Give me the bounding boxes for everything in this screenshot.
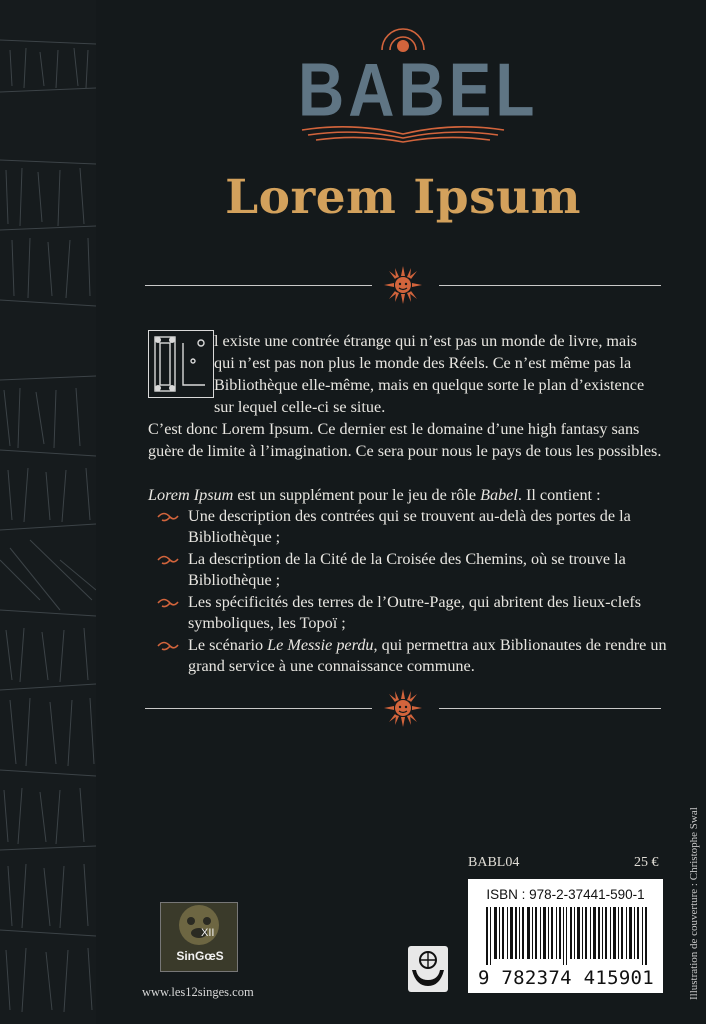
bottom-divider xyxy=(145,688,661,728)
publisher-website[interactable]: www.les12singes.com xyxy=(142,985,254,999)
list-item-prefix: Le scénario xyxy=(188,636,268,654)
game-name: Babel xyxy=(480,486,518,504)
open-book-icon xyxy=(298,124,508,144)
supplement-title: Lorem Ipsum xyxy=(148,486,234,504)
list-item-text: Les spécificités des terres de l’Outre-Page, qui abritent des lieux-clefs symboliques, les Topoï ; xyxy=(188,593,642,632)
supplement-intro xyxy=(148,484,668,506)
list-item-suffix: , qui permettra aux Biblionautes de rendre un grand service à une connaissance commune. xyxy=(188,636,667,675)
intro-line-4: sur lequel celle-ci se situe. xyxy=(214,398,386,416)
supplement-text: est un supplément pour le jeu de rôle xyxy=(233,486,481,504)
list-item xyxy=(148,549,668,591)
contents-list xyxy=(148,506,668,677)
barcode xyxy=(468,879,663,993)
barcode-digits: 9 782374 415901 xyxy=(477,967,655,989)
list-item xyxy=(148,592,668,634)
top-divider xyxy=(145,265,661,305)
divider-line-left xyxy=(145,285,372,286)
barcode-bars xyxy=(478,907,653,965)
list-item-text: Une description des contrées qui se trouvent au-delà des portes de la Bibliothèque ; xyxy=(188,507,631,546)
intro-line-3: Bibliothèque elle-même, mais en quelque sorte le plan d’existence xyxy=(214,376,645,394)
sun-ornament-icon xyxy=(383,688,423,728)
divider-line-right xyxy=(439,285,661,286)
publisher-number: XII xyxy=(201,927,215,939)
hands-globe-icon xyxy=(408,946,448,992)
cover-illustration-credit: Illustration de couverture : Christophe Swal xyxy=(688,807,700,1000)
bookshelf-sketch xyxy=(0,0,96,1024)
list-item-text: La description de la Cité de la Croisée des Chemins, où se trouve la Bibliothèque ; xyxy=(188,550,626,589)
isbn-text: ISBN : 978-2-37441-590-1 xyxy=(486,887,645,902)
scenario-title: Le Messie perdu xyxy=(267,636,374,654)
list-item xyxy=(148,506,668,548)
paragraph-spacer xyxy=(148,462,668,484)
back-cover-text xyxy=(148,330,668,678)
publisher-logo xyxy=(160,902,238,972)
intro-paragraph-2: C’est donc Lorem Ipsum. Ce dernier est le domaine d’une high fantasy sans guère de limite à l’imagination. Ce sera pour nous le pays de tous les possibles. xyxy=(148,420,662,460)
fleuron-bullet-icon xyxy=(156,510,180,524)
divider-line-right xyxy=(439,708,661,709)
price: 25 € xyxy=(634,855,659,870)
supplement-end: . Il contient : xyxy=(517,486,601,504)
fleuron-bullet-icon xyxy=(156,639,180,653)
list-item xyxy=(148,635,668,677)
divider-line-left xyxy=(145,708,372,709)
bookshelf-illustration xyxy=(0,0,96,1024)
sun-ornament-icon xyxy=(383,265,423,305)
intro-line-1: l existe une contrée étrange qui n’est pas un monde de livre, mais xyxy=(214,332,637,350)
babel-logo xyxy=(298,28,539,146)
product-code: BABL04 xyxy=(468,855,520,870)
book-title: Lorem Ipsum xyxy=(225,170,581,225)
intro-line-2: qui n’est pas non plus le monde des Réels. Ce n’est même pas la xyxy=(214,354,632,372)
monkey-emblem-icon xyxy=(161,903,238,951)
fleuron-bullet-icon xyxy=(156,596,180,610)
logo-wordmark: BABEL xyxy=(298,47,539,133)
publisher-name: SinGœS xyxy=(176,949,224,963)
fleuron-bullet-icon xyxy=(156,553,180,567)
